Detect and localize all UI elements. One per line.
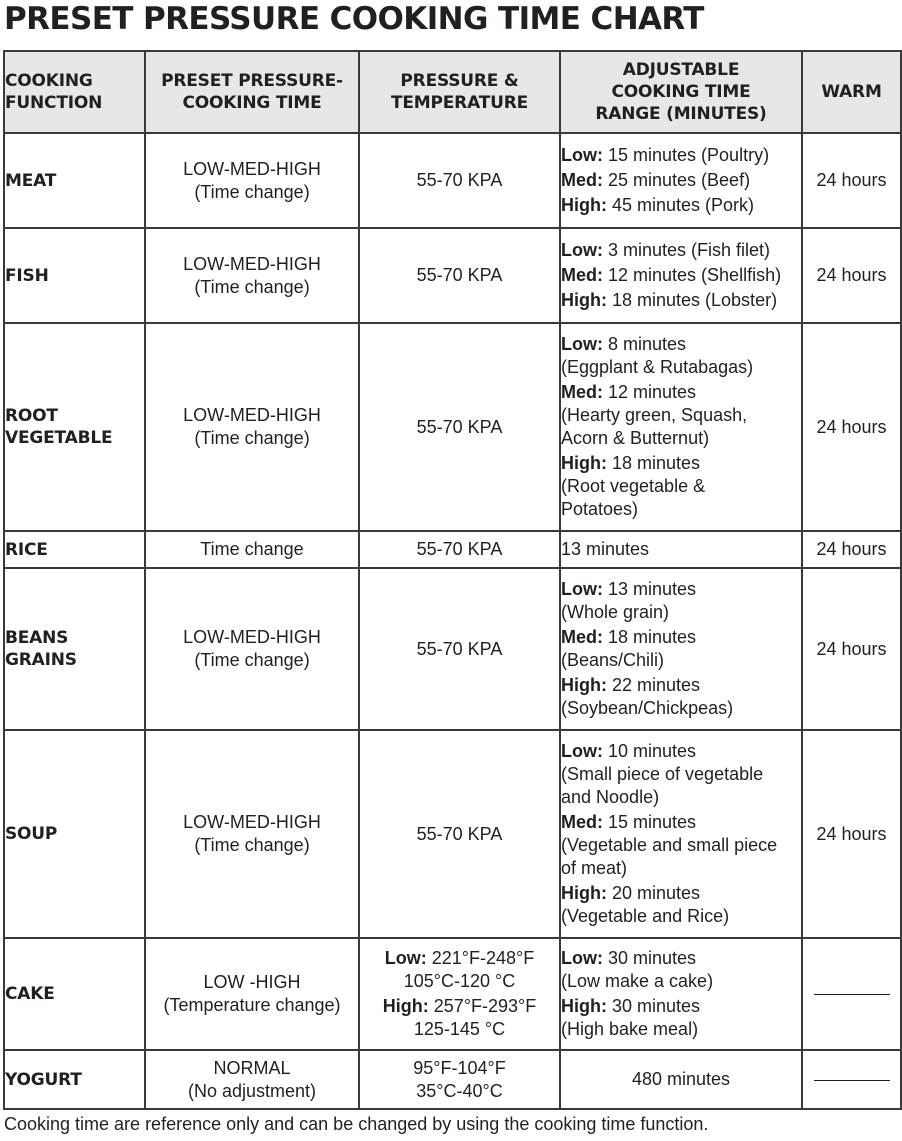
entry-value: 18 minutes (Lobster) bbox=[606, 290, 778, 310]
preset-text: LOW-MED-HIGH bbox=[183, 405, 321, 425]
level-label: Low: bbox=[561, 145, 603, 165]
warm-value: 24 hours bbox=[816, 823, 887, 844]
temperature-entry bbox=[360, 947, 559, 993]
preset-text: (Time change) bbox=[194, 276, 310, 297]
entry-value: 30 minutes bbox=[603, 948, 697, 968]
level-label: High: bbox=[382, 996, 429, 1016]
warm-cell bbox=[802, 730, 901, 938]
range-entry bbox=[561, 626, 801, 672]
warm-cell bbox=[802, 568, 901, 730]
header-cooking-function: COOKING FUNCTION bbox=[4, 51, 145, 133]
preset-time-cell bbox=[145, 228, 359, 323]
entry-value: 12 minutes (Shellfish) bbox=[603, 265, 782, 285]
range-entry bbox=[561, 144, 801, 167]
entry-detail: (Root vegetable & bbox=[561, 476, 706, 496]
pressure-temperature-cell bbox=[359, 938, 560, 1050]
level-label: Low: bbox=[561, 334, 603, 354]
entry-detail: 105°C-120 °C bbox=[403, 971, 516, 991]
preset-text: LOW-MED-HIGH bbox=[183, 812, 321, 832]
warm-cell bbox=[802, 938, 901, 1050]
header-adjustable-range: ADJUSTABLE COOKING TIME RANGE (MINUTES) bbox=[560, 51, 802, 133]
cooking-range-cell bbox=[560, 323, 802, 531]
level-label: Low: bbox=[561, 741, 603, 761]
level-label: Med: bbox=[561, 170, 603, 190]
preset-text: NORMAL bbox=[213, 1057, 291, 1078]
pressure-temperature-cell bbox=[359, 568, 560, 730]
level-label: High: bbox=[561, 675, 607, 695]
preset-time-cell bbox=[145, 323, 359, 531]
entry-detail: (Soybean/Chickpeas) bbox=[561, 698, 734, 718]
level-label: Low: bbox=[561, 948, 603, 968]
range-entry bbox=[561, 381, 801, 450]
range-value: 13 minutes bbox=[561, 539, 650, 559]
level-label: High: bbox=[561, 453, 607, 473]
cooking-time-table bbox=[3, 50, 902, 1110]
entry-value: 3 minutes (Fish filet) bbox=[603, 240, 771, 260]
pressure-temperature-cell bbox=[359, 228, 560, 323]
range-entry bbox=[561, 452, 801, 521]
preset-time-cell bbox=[145, 133, 359, 228]
entry-value: 257°F-293°F bbox=[428, 996, 537, 1016]
range-entry bbox=[561, 740, 801, 809]
pressure-value: 55-70 KPA bbox=[416, 539, 503, 559]
entry-detail: 125-145 °C bbox=[413, 1019, 506, 1039]
warm-cell bbox=[802, 323, 901, 531]
entry-detail: (Small piece of vegetable bbox=[561, 764, 764, 784]
range-entry bbox=[561, 333, 801, 379]
range-entry bbox=[561, 239, 801, 262]
preset-time-cell bbox=[145, 730, 359, 938]
preset-time-cell bbox=[145, 531, 359, 568]
cooking-function-cell bbox=[4, 531, 145, 568]
warm-value: 24 hours bbox=[816, 170, 887, 190]
cooking-range-cell bbox=[560, 568, 802, 730]
cooking-range-cell bbox=[560, 228, 802, 323]
preset-text: (Time change) bbox=[194, 428, 310, 448]
preset-time-cell bbox=[145, 568, 359, 730]
range-entry bbox=[561, 674, 801, 720]
warm-value: 24 hours bbox=[816, 265, 887, 285]
preset-text: (Time change) bbox=[194, 835, 310, 855]
cooking-range-cell bbox=[560, 1050, 802, 1109]
temperature-entry bbox=[360, 995, 559, 1041]
preset-time-cell bbox=[145, 1050, 359, 1109]
cooking-function-cell bbox=[4, 1050, 145, 1109]
cooking-range-cell bbox=[560, 730, 802, 938]
pressure-value: 55-70 KPA bbox=[416, 638, 503, 659]
entry-detail: (Beans/Chili) bbox=[561, 650, 665, 670]
preset-text: LOW-MED-HIGH bbox=[183, 158, 321, 179]
entry-value: 25 minutes (Beef) bbox=[603, 170, 751, 190]
entry-value: 12 minutes bbox=[603, 382, 697, 402]
cooking-function-cell bbox=[4, 133, 145, 228]
entry-value: 18 minutes bbox=[606, 453, 701, 473]
range-entry bbox=[561, 811, 801, 880]
warm-cell bbox=[802, 1050, 901, 1109]
warm-cell bbox=[802, 228, 901, 323]
range-entry bbox=[561, 947, 801, 993]
function-name: BEANS bbox=[5, 628, 69, 648]
function-name: VEGETABLE bbox=[5, 428, 113, 448]
function-name: CAKE bbox=[5, 984, 55, 1004]
range-entry bbox=[561, 882, 801, 928]
preset-time-cell bbox=[145, 938, 359, 1050]
level-label: Low: bbox=[384, 948, 427, 968]
table-row-yogurt bbox=[4, 1050, 901, 1109]
pressure-temperature-cell bbox=[359, 730, 560, 938]
cooking-range-cell bbox=[560, 133, 802, 228]
warm-cell bbox=[802, 133, 901, 228]
table-row-beans-grains bbox=[4, 568, 901, 730]
range-entry bbox=[561, 289, 801, 312]
preset-text: (No adjustment) bbox=[187, 1080, 317, 1101]
function-name: GRAINS bbox=[5, 650, 77, 670]
entry-detail: (Vegetable and Rice) bbox=[561, 906, 730, 926]
level-label: High: bbox=[561, 883, 607, 903]
entry-value: 45 minutes (Pork) bbox=[606, 195, 755, 215]
pressure-value: 55-70 KPA bbox=[416, 170, 503, 190]
pressure-temperature-cell bbox=[359, 1050, 560, 1109]
level-label: Med: bbox=[561, 812, 603, 832]
function-name: RICE bbox=[5, 539, 48, 560]
entry-detail: (High bake meal) bbox=[561, 1019, 699, 1039]
level-label: High: bbox=[561, 195, 607, 215]
preset-text: Time change bbox=[200, 539, 304, 559]
entry-detail: of meat) bbox=[561, 858, 628, 878]
entry-value: 13 minutes bbox=[603, 579, 697, 599]
temperature-value: 95°F-104°F bbox=[413, 1057, 506, 1078]
table-row-soup bbox=[4, 730, 901, 938]
preset-text: (Time change) bbox=[194, 650, 310, 670]
temperature-value: 35°C-40°C bbox=[416, 1080, 503, 1101]
entry-value: 18 minutes bbox=[603, 627, 697, 647]
preset-text: (Temperature change) bbox=[163, 995, 341, 1015]
range-entry bbox=[561, 264, 801, 287]
preset-text: (Time change) bbox=[194, 181, 310, 202]
header-pressure-temperature: PRESSURE & TEMPERATURE bbox=[359, 51, 560, 133]
entry-value: 30 minutes bbox=[606, 996, 701, 1016]
warm-value: 24 hours bbox=[816, 416, 887, 437]
entry-value: 22 minutes bbox=[606, 675, 701, 695]
table-row-rice bbox=[4, 531, 901, 568]
function-name: MEAT bbox=[5, 170, 57, 191]
cooking-range-cell bbox=[560, 938, 802, 1050]
pressure-value: 55-70 KPA bbox=[416, 416, 503, 437]
header-row bbox=[4, 51, 901, 133]
range-entry bbox=[561, 578, 801, 624]
entry-value: 15 minutes (Poultry) bbox=[603, 145, 770, 165]
preset-text: LOW-MED-HIGH bbox=[183, 627, 321, 647]
level-label: Low: bbox=[561, 579, 603, 599]
footnote: Cooking time are reference only and can be changed by using the cooking time function. bbox=[4, 1114, 709, 1134]
function-name: FISH bbox=[5, 265, 49, 286]
cooking-function-cell bbox=[4, 568, 145, 730]
level-label: Med: bbox=[561, 627, 603, 647]
table-row-fish bbox=[4, 228, 901, 323]
level-label: Low: bbox=[561, 240, 603, 260]
warm-not-applicable-dash bbox=[814, 1080, 890, 1081]
entry-detail: (Hearty green, Squash, bbox=[561, 405, 748, 425]
chart-title: PRESET PRESSURE COOKING TIME CHART bbox=[4, 1, 704, 37]
range-entry bbox=[561, 194, 801, 217]
cooking-range-cell bbox=[560, 531, 802, 568]
header-warm: WARM bbox=[802, 51, 901, 133]
warm-cell bbox=[802, 531, 901, 568]
cooking-function-cell bbox=[4, 730, 145, 938]
warm-not-applicable-dash bbox=[814, 994, 890, 995]
table-row-root-vegetable bbox=[4, 323, 901, 531]
level-label: Med: bbox=[561, 265, 603, 285]
range-entry bbox=[561, 169, 801, 192]
preset-text: LOW-MED-HIGH bbox=[183, 253, 321, 274]
pressure-value: 55-70 KPA bbox=[416, 823, 503, 844]
pressure-temperature-cell bbox=[359, 133, 560, 228]
pressure-value: 55-70 KPA bbox=[416, 265, 503, 285]
entry-detail: Potatoes) bbox=[561, 499, 639, 519]
table-row-cake bbox=[4, 938, 901, 1050]
entry-detail: (Whole grain) bbox=[561, 602, 670, 622]
level-label: High: bbox=[561, 996, 607, 1016]
entry-value: 221°F-248°F bbox=[426, 948, 535, 968]
function-name: YOGURT bbox=[5, 1069, 82, 1090]
pressure-temperature-cell bbox=[359, 323, 560, 531]
entry-detail: (Low make a cake) bbox=[561, 971, 714, 991]
function-name: SOUP bbox=[5, 824, 58, 844]
range-value: 480 minutes bbox=[631, 1069, 731, 1089]
function-name: ROOT bbox=[5, 406, 58, 426]
cooking-function-cell bbox=[4, 323, 145, 531]
cooking-function-cell bbox=[4, 228, 145, 323]
header-preset-time: PRESET PRESSURE- COOKING TIME bbox=[145, 51, 359, 133]
level-label: High: bbox=[561, 290, 607, 310]
entry-detail: and Noodle) bbox=[561, 787, 660, 807]
warm-value: 24 hours bbox=[816, 638, 887, 659]
entry-value: 10 minutes bbox=[603, 741, 697, 761]
level-label: Med: bbox=[561, 382, 603, 402]
entry-detail: Acorn & Butternut) bbox=[561, 428, 710, 448]
entry-detail: (Vegetable and small piece bbox=[561, 835, 778, 855]
cooking-function-cell bbox=[4, 938, 145, 1050]
pressure-temperature-cell bbox=[359, 531, 560, 568]
entry-value: 20 minutes bbox=[606, 883, 701, 903]
preset-text: LOW -HIGH bbox=[203, 972, 301, 992]
entry-value: 15 minutes bbox=[603, 812, 697, 832]
entry-detail: (Eggplant & Rutabagas) bbox=[561, 357, 754, 377]
table-row-meat bbox=[4, 133, 901, 228]
entry-value: 8 minutes bbox=[603, 334, 687, 354]
warm-value: 24 hours bbox=[816, 539, 887, 559]
range-entry bbox=[561, 995, 801, 1041]
